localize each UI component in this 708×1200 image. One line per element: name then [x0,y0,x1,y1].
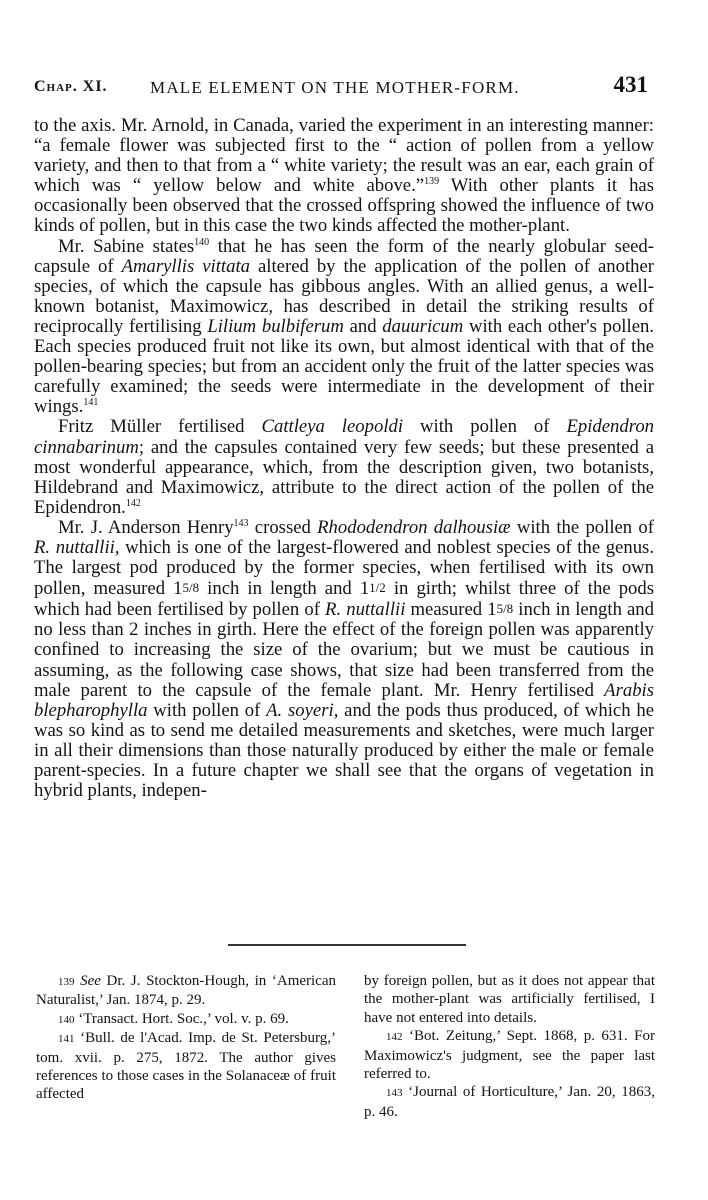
footnotes-left-column [36,972,336,1104]
text-run: ‘Bull. de l'Acad. Imp. de St. Petersburg,’ tom. xvii. p. 275, 1872. The author gives references to those cases in the Solanaceæ of fruit affected [36,1030,336,1103]
text-run: ‘Transact. Hort. Soc.,’ vol. v. p. 69. [74,1010,289,1027]
footnote [36,1010,336,1029]
italic-text: R. nuttallii [325,599,406,621]
footnote-number: 142 [386,1031,403,1044]
text-run: measured 1 [405,599,497,621]
text-run: Fritz Müller fertilised [58,416,262,438]
text-run: to the axis. Mr. Arnold, in Canada, varied the experiment in an interesting manner: “a female flower was subjected first to the “ action of pollen from a yellow variety, and then to that from a “ white variety; the result was an ear, each grain of which was “ yellow below and white above.” [34,115,654,197]
fraction: 1/2 [369,580,386,596]
paragraph [34,116,654,237]
text-run: in girth; whilst three of the pods which had been fertilised by pollen of [34,578,655,621]
running-title: MALE ELEMENT ON THE MOTHER-FORM. [150,78,520,97]
italic-text: Lilium bulbiferum [207,315,344,337]
footnotes-right-column [364,972,655,1121]
text-run: with the pollen of [510,516,654,538]
page-number: 431 [613,72,648,97]
italic-text: Cattleya leopoldi [261,416,404,438]
paragraph [34,237,654,418]
footnote [36,972,336,1010]
italic-text: A. soyeri [266,699,334,721]
paragraph [34,417,654,517]
footnote-ref: 143 [233,517,249,529]
footnote-continuation [364,972,655,1027]
italic-text: Amaryllis vittata [121,255,251,277]
text-run: With other plants it has occasionally been observed that the crossed offspring showed the influence of two kinds of pollen, but in this case the two kinds affected the mother-plant. [34,175,654,237]
footnote [364,1083,655,1121]
footnote-divider [228,944,466,946]
text-run: Mr. J. Anderson Henry [58,516,234,538]
running-header [34,72,654,102]
text-run: ‘Journal of Horticulture,’ Jan. 20, 1863, p. 46. [364,1084,655,1120]
footnote-ref: 139 [424,176,440,188]
text-run: Mr. Sabine states [58,235,195,257]
text-run: , which is one of the largest-flowered and noblest species of the genus. The largest pod produced by the former species, when fertilised with its own pollen, measured 1 [34,536,654,600]
italic-text: Arabis blepharophylla [34,679,654,721]
text-run: ; and the capsules contained very few seeds; but these presented a most wonderful appearance, which, from the description given, two botanists, Hildebrand and Maximowicz, attribute to the direct action of the pollen of the Epidendron. [34,436,654,518]
footnote-ref: 142 [125,497,141,509]
text-run: inch in length and 1 [199,578,370,600]
footnote-number: 141 [58,1033,75,1046]
fraction: 5/8 [496,601,514,617]
text-run: by foreign pollen, but as it does not appear that the mother-plant was artificially fertilised, I have not entered into details. [364,973,655,1026]
footnote-number: 139 [58,976,75,988]
footnote [36,1029,336,1104]
text-run: with pollen of [147,699,267,721]
italic-text: See [80,973,101,989]
text-run: with each other's pollen. Each species produced fruit not like its own, but almost identical with that of the pollen-bearing species; but from an accident only the fruit of the latter species was carefully examined; the seeds were intermediate in the development of their wings. [34,315,655,418]
italic-text: R. nuttallii [34,536,115,558]
footnote-ref: 140 [194,236,210,248]
text-run: inch in length and no less than 2 inches in girth. Here the effect of the foreign pollen was apparently confined to increasing the size of the ovarium; but we must be cautious in assuming, as the following case shows, that size had been transferred from the male parent to the capsule of the female plant. Mr. Henry fertilised [34,599,654,701]
chapter-label: Chap. XI. [34,78,108,95]
paragraph [34,518,654,801]
footnote-number: 143 [386,1087,403,1100]
text-run: Dr. J. Stockton-Hough, in ‘American Naturalist,’ Jan. 1874, p. 29. [36,973,336,1009]
italic-text: Epidendron cinnabarinum [34,416,655,458]
text-run: with pollen of [403,416,567,438]
text-run: ‘Bot. Zeitung,’ Sept. 1868, p. 631. For Maximowicz's judgment, see the paper last referred to. [364,1028,655,1083]
italic-text: dauuricum [382,315,464,337]
text-run: and [343,315,383,337]
text-run: crossed [248,516,318,538]
main-text [34,116,654,801]
text-run: that he has seen the form of the nearly globular seed-capsule of [34,235,654,277]
footnote-number: 140 [58,1013,75,1026]
text-run: altered by the application of the pollen of another species, of which the capsule has gibbous angles. With an allied genus, a well-known botanist, Maximowicz, has described in detail the striking results of reciprocally fertilising [34,255,655,337]
footnote [364,1027,655,1083]
footnote-ref: 141 [83,397,99,409]
italic-text: Rhododendron dalhousiæ [317,516,511,538]
fraction: 5/8 [182,580,200,596]
text-run: , and the pods thus produced, of which he was so kind as to send me detailed measurements and sketches, were much larger in all their dimensions than those naturally produced by either the male or female parent-species. In a future chapter we shall see that the organs of vegetation in hybrid plants, indepen- [34,699,654,802]
